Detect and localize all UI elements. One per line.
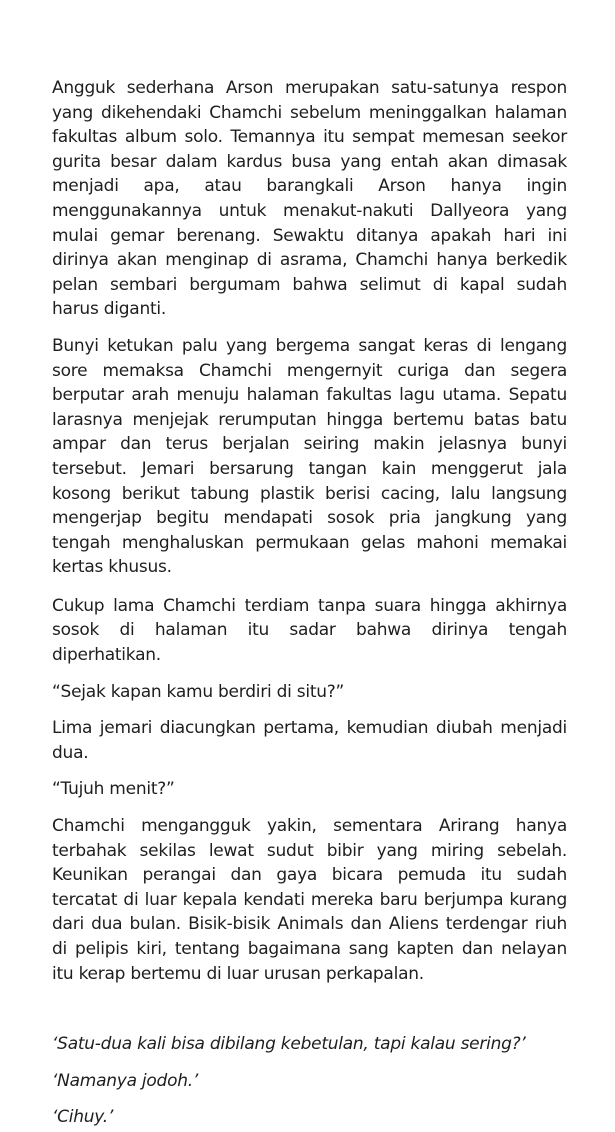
dialogue-question: “Sejak kapan kamu berdiri di situ?”	[52, 681, 345, 702]
whisper-line-2: ‘Namanya jodoh.’	[52, 1070, 199, 1091]
paragraph-1: Angguk sederhana Arson merupakan satu-satunya respon yang dikehendaki Chamchi sebelum meninggalkan halaman fakultas album solo. Temannya itu sempat memesan seekor gurita besar dalam kardus busa yang entah akan dimasak menjadi apa, atau barangkali Arson hanya ingin menggunakannya untuk menakut-nakuti Dallyeora yang mulai gemar berenang. Sewaktu ditanya apakah hari ini dirinya akan menginap di asrama, Chamchi hanya berkedik pelan sembari bergumam bahwa selimut di kapal sudah harus diganti.	[52, 78, 567, 320]
dialogue-answer: “Tujuh menit?”	[52, 779, 175, 800]
story-page	[52, 76, 567, 1130]
paragraph-3: Cukup lama Chamchi terdiam tanpa suara hingga akhirnya sosok di halaman itu sadar bahwa dirinya tengah diperhatikan.	[52, 595, 567, 666]
paragraph-gesture: Lima jemari diacungkan pertama, kemudian diubah menjadi dua.	[52, 718, 567, 763]
whisper-line-1: ‘Satu-dua kali bisa dibilang kebetulan, tapi kalau sering?’	[52, 1034, 526, 1055]
whisper-line-3: ‘Cihuy.’	[52, 1107, 114, 1128]
paragraph-4: Chamchi mengangguk yakin, sementara Arirang hanya terbahak sekilas lewat sudut bibir yang miring sebelah. Keunikan perangai dan gaya bicara pemuda itu sudah tercatat di luar kepala kendati mereka baru berjumpa kurang dari dua bulan. Bisik-bisik Animals dan Aliens terdengar riuh di pelipis kiri, tentang bagaimana sang kapten dan nelayan itu kerap bertemu di luar urusan perkapalan.	[52, 816, 567, 984]
paragraph-2: Bunyi ketukan palu yang bergema sangat keras di lengang sore memaksa Chamchi mengernyit curiga dan segera berputar arah menuju halaman fakultas lagu utama. Sepatu larasnya menjejak rerumputan hingga bertemu batas batu ampar dan terus berjalan seiring makin jelasnya bunyi tersebut. Jemari bersarung tangan kain menggerut jala kosong berikut tabung plastik berisi cacing, lalu langsung mengerjap begitu mendapati sosok pria jangkung yang tengah menghaluskan permukaan gelas mahoni memakai kertas khusus.	[52, 335, 567, 578]
